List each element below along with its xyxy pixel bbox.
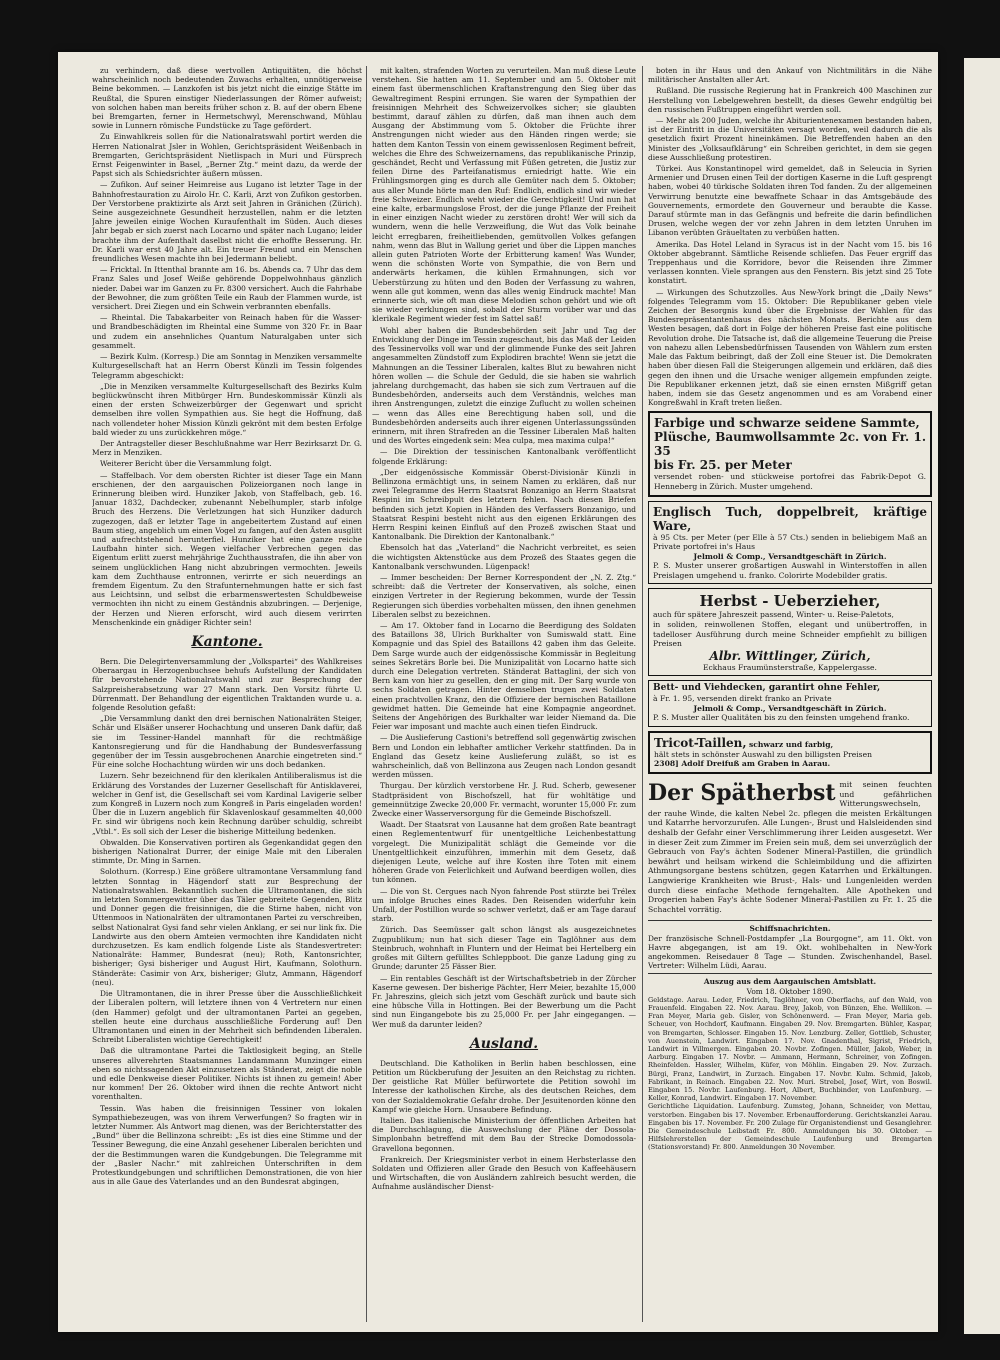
advert-spaetherbst-body: mit seinen feuchten und gefährlichen Witterungswechseln, der rauhe Winde, die kalten Nebel 2c. pflegen die meisten Erkältungen und Katarrhe hervorzurufen. Alle Lungen-, Brust und Halsleidenden sind deshalb der Gefahr einer Verschlimmerung ihrer Leiden ausgesetzt. Wer in dieser Zeit zum Zimmer im Freien sein muß, dem sei unverzüglich der Gebrauch von Fay's ächten Sodener Mineral-Pastillen, die gründlich bewährt und heilsam wirkend die Schleimbildung und die affizirten Athmungsorgane bestens schützen, gegen Katarrhen und Erkältungen. Langwierige Krankheiten wie Brust-, Hals- und Lungenleiden werden durch diese einfache Methode ferngehalten. Alle Apotheken und Drogerien haben Fay's ächte Sodener Mineral-Pastillen zu Fr. 1. 25 die Schachtel vorrätig. bbox=[648, 780, 932, 914]
article-paragraph: mit kalten, strafenden Worten zu verurteilen. Man muß diese Leute verstehen. Sie hatten am 11. September und am 5. Oktober mit einem fast übermenschlichen Kraftanstrengung den Sieg über das Gewaltregiment Respini errungen. Sie waren der Sympathien der freisinnigen Mehrheit des Schweizervolkes sicher; sie glaubten bestimmt, darauf zählen zu dürfen, daß man ihnen auch dem Ausgang der Abstimmung vom 5. Oktober die Früchte ihrer Anstrengungen nicht wieder aus den Händen ringen werde; sie hatten dem Kanton Tessin von einem gewissenlosen Regiment befreit, welches die Ehre des Schweizernamens, das republikanische Prinzip, geschändet, Recht und Verfassung mit Füßen getreten, die Justiz zur feilen Dirne des Parteifanatismus erniedrigt hatte. Wie ein Frühlingsmorgen ging es durch alle Gemüter nach dem 5. Oktober; aus aller Munde hörte man den Ruf: Endlich, endlich sind wir wieder freie Schweizer. Endlich weht wieder die Gerechtigkeit! Und nun hat eine kalte, erbarmungslose Frost, der die junge Pflanze der Freiheit in einer einzigen Nacht wieder zu zerstören droht! Wer will sich da wundern, wenn die helle Verzweiflung, die Wut das Volk beinahe leicht erregbaren, freiheitliebenden, gemütvollen Volkes gefangen nahm, wenn das Blut in Wallung geriet und über die Lippen manches allein guten Patrioten Worte der Erbitterung kamen! Was Wunder, wenn die schönsten Worte von Sympathie, die von Bern und anderwärts herkamen, die kühlen Ermahnungen, sich vor Ueberstürzung zu hüten und den Boden der Verfassung zu wahren, wenn alle gut kommen, wenn das alles wenig Eindruck machte! Man erinnerte sich, wie oft man diese Melodien schon gehört und wie oft sie wieder verklungen sind, sobald der Sturm vorüber war und das klerikale Regiment wieder fest im Sattel saß! bbox=[372, 66, 636, 324]
article-paragraph: „Die in Menziken versammelte Kulturgesellschaft des Bezirks Kulm beglückwünscht ihren Mitbürger Hrn. Bundeskommissär Künzli als einen der ersten Schweizerbürger der Gegenwart und spricht demselben ihre vollen Sympathien aus. Sie hegt die Hoffnung, daß nach vollendeter hoher Mission Künzli gekrönt mit dem besten Erfolge bald wieder zu uns zurückkehren möge.“ bbox=[92, 381, 362, 437]
amtsblatt-title: Auszug aus dem Aargauischen Amtsblatt. bbox=[703, 977, 877, 987]
divider bbox=[648, 920, 932, 921]
advert-herbst-line1: auch für spätere Jahreszeit passend, Winter- u. Reise-Paletots, bbox=[653, 610, 894, 620]
advert-samt-line4: versendet roben- und stückweise portofrei das Fabrik-Depot G. Henneberg in Zürich. Muster umgehend. bbox=[654, 472, 926, 491]
amtsblatt-body: Geldstage. Aarau. Leder, Friedrich, Taglöhner, von Oberflachs, auf den Wald, von Frauenfeld. Eingaben 22. Nov. Aarau. Brey, Jakob, von Bünzen, Ehe. Wellikon. — Fran Meyer, Maria geb. Gisler, von Schönenwerd. — Fran Meyer, Maria geb. Scheuer, von Hochdorf, Kaufmann. Eingaben 29. Nov. Bremgarten. Bühler, Kaspar, von Bremgarten, Schlosser. Eingaben 15. Nov. Lenzburg. Zeller, Gottlieb, Schuster, von Auenstein, Landwirt. Eingaben 17. Nov. Gnadenthal, Sigrist, Friedrich, Landwirt in Villmergen. Eingaben 20. Novbr. Zofingen. Müller, Jakob, Weber, in Aarburg. Eingaben 17. Novbr. — Ammann, Hermann, Schreiner, von Zofingen. Rheinfelden. Hassler, Wilhelm, Küfer, von Möhlin. Eingaben 29. Nov. Zurzach. Bürgi, Franz, Landwirt, in Zurzach. Eingaben 17. Novbr. Kulm. Schmid, Jakob, Fabrikant, in Reinach. Eingaben 22. Nov. Muri. Strebel, Josef, Wirt, von Boswil. Eingaben 15. Novbr. Laufenburg. Hort, Albert, Buchbinder, von Laufenburg. — Keller, Konrad, Landwirt. Eingaben 17. November. bbox=[648, 995, 932, 1103]
article-paragraph: Die Ultramontanen, die in ihrer Presse über die Ausschließlichkeit der Liberalen poltern, will letztere ihnen von 4 Vertretern nur einen (den Hammer) gefolgt und der ultramontanen Partei an gegeben, stellen heute eine durchaus ausschließliche Forderung auf! Den Ultramontanen und einen in der Mehrheit sich befindenden Liberalen. Schreibt Liberalisten wichtige Gerechtigkeit! bbox=[92, 989, 362, 1045]
article-paragraph: Amerika. Das Hotel Leland in Syracus ist in der Nacht vom 15. bis 16 Oktober abgebrannt. Sämtliche Reisende schliefen. Das Feuer ergriff das Treppenhaus und die Korridore, bevor die Reisenden ihre Zimmer verlassen konnten. Viele sprangen aus den Fenstern. Bis jetzt sind 25 Tote konstatirt. bbox=[648, 239, 932, 286]
article-paragraph: „Der eidgenössische Kommissär Oberst-Divisionär Künzli in Bellinzona ermächtigt uns, in seinem Namen zu erklären, daß nur zwei Telegramme des Herrn Staatsrat Bonzanigo an Herrn Staatsrat Respini im Schreibpult des letztern fehlen. Nach diesen Briefen befinden sich jetzt Kopien in Händen des Verfassers Bonzanigo, und Staatsrat Respini besteht nicht aus den eigenen Erklärungen des Herrn Respini keinen Einfluß auf den Prozeß zwischen Staat und Kantonalbank. Die Direktion der Kantonalbank.“ bbox=[372, 467, 636, 542]
article-paragraph: Waadt. Der Staatsrat von Lausanne hat dem großen Rate beantragt einen Reglemententwurf für unentgeltliche Leichenbestattung vorgelegt. Die Munizipalität schlägt die Gemeinde vor die Unentgeltlichkeit einzuführen, immerhin mit dem Gesetz, daß diejenigen Leute, welche auf ihre Kosten ihre Toten mit einem höheren Grade von Feierlichkeit und Aufwand beerdigen wollen, dies tun können. bbox=[372, 820, 636, 885]
article-paragraph: Luzern. Sehr bezeichnend für den klerikalen Antiliberalismus ist die Erklärung des Vorstandes der Luzerner Gesellschaft für Antisklaverei, welcher in Genf ist, die Gesellschaft sei vom Kardinal Lavigerie selber zum Kongreß in Luzern noch zum Kongreß in Paris eingeladen worden! Über die in Luzern angeblich für Sklavenloskauf gesammelten 40,000 Fr. sind wir übrigens noch kein Rechnung darüber schuldig, schreibt „Vtbl.“. Es soll sich der Leser die bisherige Mitteilung bedenken. bbox=[92, 771, 362, 836]
divider bbox=[648, 973, 932, 974]
article-paragraph: Bern. Die Delegirtenversammlung der „Volkspartei“ des Wahlkreises Oberaargau in Herzogenbuchsee behufs Aufstellung der Kandidaten für bevorstehende Nationalratswahl und zur Besprechung der Salzpreisherabsetzung war 27 Mann stark. Den Vorsitz führte U. Dürrenmatt. Der Behandlung der eigentlichen Traktanden wurde u. a. folgende Resolution gefaßt: bbox=[92, 656, 362, 712]
advert-samt bbox=[648, 411, 932, 496]
article-paragraph: — Rheintal. Die Tabakarbeiter von Reinach haben für die Wasser- und Brandbeschädigten im Rheintal eine Summe von 320 Fr. in Baar und zudem ein ansehnliches Quantum Naturalgaben unter sich gesammelt. bbox=[92, 313, 362, 350]
article-paragraph: — Am 17. Oktober fand in Locarno die Beerdigung des Soldaten des Bataillons 38, Ulrich Burkhalter von Sumiswald statt. Eine Kompagnie und das Spiel des Bataillons 42 gaben ihm das Geleite. Dem Sarge wurde auch der eidgenössische Kommissär in Begleitung seines Sekretärs Borle bei. Die Munizipalität von Locarno hatte sich durch eine Delegation vertreten. Ständerat Battaglini, der sich von Bern kam von hier zu gesellen, den er ging mit. Der Sarg wurde von sechs Soldaten getragen. Hinter demselben trugen zwei Soldaten einen prachtvollen Kranz, den die Offiziere der bernischen Bataillone gewidmet hatten. Die Gemeinde hat eine Kompagnie angeordnet. Seitens der Angehörigen des Burkhalter war leider Niemand da. Die Feier war imposant und machte auch einen tiefen Eindruck. bbox=[372, 620, 636, 732]
advert-tricot-subtitle: schwarz und farbig, bbox=[748, 739, 834, 749]
article-paragraph: Thurgau. Der kürzlich verstorbene Hr. J. Rud. Scherb, gewesener Stadtpräsident von Bischofszell, hat für wohltätige und gemeinnützige Zwecke 20,000 Fr. vermacht, worunter 15,000 Fr. zum Zwecke einer Wasserversorgung für die Gemeinde Bischofszell. bbox=[372, 781, 636, 819]
article-paragraph: — Die von St. Cergues nach Nyon fahrende Post stürzte bei Trélex um infolge Bruches eines Rades. Den Reisenden widerfuhr kein Unfall, der Postillion wurde so schwer verletzt, daß er am Tage darauf starb. bbox=[372, 886, 636, 924]
advert-tricot-line1: hält stets in schönster Auswahl zu den billigsten Preisen bbox=[654, 749, 872, 759]
amtsblatt-date: Vom 18. Oktober 1890. bbox=[746, 986, 834, 996]
article-paragraph: Daß die ultramontane Partei die Taktlosigkeit beging, an Stelle unseres allverehrten Staatsmannes Landammann Munzinger einen eben so nichtssagenden Akt einzusetzen als Ständerat, zeigt die noble und edle Denkweise dieser Politiker. Nichts ist ihnen zu gemein! Aber nur kommen! Der 26. Oktober wird ihnen die rechte Antwort nicht vorenthalten. bbox=[92, 1046, 362, 1102]
article-paragraph: Türkei. Aus Konstantinopel wird gemeldet, daß in Seleucia in Syrien Armenier und Drusen einen Teil der dortigen Kaserne in die Luft gesprengt haben, wobei 40 türkische Soldaten ihren Tod fanden. Zu der allgemeinen Verwirrung benutzte eine bewaffnete Schaar in das Amtsgebäude des Gouvernements, ermordete den Gouverneur und beraubte die Kasse. Darauf stürmte man in das Gefängnis und befreite die darin befindlichen Drusen, welche wegen der vor zehn Jahren in dem letzten Unruhen im Libanon verübten Gräueltaten zu verbüßen hatten. bbox=[648, 164, 932, 238]
article-paragraph: — Ein rentables Geschäft ist der Wirtschaftsbetrieb in der Zürcher Kaserne gewesen. Der bisherige Pächter, Herr Meier, bezahlte 15,000 Fr. Jahreszins, gleich sich jetzt vom Geschäft zurück und baute sich eine hübsche Villa in Hottingen. Bei der Bewerbung um die Pacht sind nun Eingangebote bis zu 25,000 Fr. per Jahr eingegangen. — Wer muß da darunter leiden? bbox=[372, 973, 636, 1029]
advert-tuch bbox=[648, 501, 932, 585]
column-1-articles bbox=[92, 66, 362, 627]
advert-samt-line1: Farbige und schwarze seidene Sammte, bbox=[654, 416, 920, 431]
advert-betten-line2: à Fr. 1. 95, versenden direkt franko an Private bbox=[653, 694, 832, 704]
adjacent-page-edge bbox=[964, 58, 1000, 1334]
article-paragraph: Wohl aber haben die Bundesbehörden seit Jahr und Tag der Entwicklung der Dinge im Tessin zugeschaut, bis das Maß der Leiden des Tessinervolks voll war und der glimmende Funke des seit Jahren angesammelten Zündstoff zum Explodiren brachte! Wenn sie jetzt die Mahnungen an die Tessiner Liberalen, kaltes Blut zu bewahren nicht hören wollen — die Schule der Geduld, die sie haben sie wahrlich jahrelang durchgemacht, das haben sie sich zum Vertrauen auf die Bundesbehörden, anderseits auch dem Verständnis, welches man ihren Anstrengungen, zuletzt die einzige Zuflucht zu wollen scheinen — wenn das Alles eine Berechtigung haben soll, und die Bundesbehörden anderseits auch ihrer eigenen Unterlassungssünden erinnern, mit ihren Strafreden an die Tessiner Liberalen Maß halten und des Wortes eingedenk sein: Mea culpa, mea maxima culpa!“ bbox=[372, 325, 636, 446]
advert-tricot bbox=[648, 731, 932, 774]
article-paragraph: — Die Direktion der tessinischen Kantonalbank veröffentlicht folgende Erklärung: bbox=[372, 447, 636, 466]
article-paragraph: — Die Auslieferung Castioni's betreffend soll gegenwärtig zwischen Bern und London ein lebhafter amtlicher Verkehr stattfinden. Da in England das Gesetz keine Auslieferung zuläßt, so ist es wahrscheinlich, daß von Bellinzona aus Zeugen nach London gesandt werden müssen. bbox=[372, 733, 636, 780]
article-paragraph: Der Antragsteller dieser Beschlußnahme war Herr Bezirksarzt Dr. G. Merz in Menziken. bbox=[92, 438, 362, 458]
article-paragraph: boten in ihr Haus und den Ankauf von Nichtmilitärs in die Nähe militärischer Anstalten aller Art. bbox=[648, 66, 932, 85]
advert-herbst-firm: Albr. Wittlinger, Zürich, bbox=[709, 648, 871, 663]
article-paragraph: — Zufikon. Auf seiner Heimreise aus Lugano ist letzter Tage in der Bahnhofrestauration zu Airolo Hr. C. Karli, Arzt von Zufikon gestorben. Der Verstorbene praktizirte als Arzt seit Jahren in Gränichen (Zürich). Seine ausgezeichnete Gesundheit herzustellen, nahm er die letzten Jahre jeweilen einige Wochen Kuraufenthalt im Süden. Auch dieses Jahr begab er sich zuerst nach Locarno und später nach Lugano; leider brachte ihm der Aufenthalt daselbst nicht die erhoffte Besserung. Hr. Dr. Karli war erst 40 Jahre alt. Ein treuer Freund und ein Menschen freundliches Wesen machte ihn bei Jedermann beliebt. bbox=[92, 180, 362, 264]
article-paragraph: Deutschland. Die Katholiken in Berlin haben beschlossen, eine Petition um Rückberufung der Jesuiten an den Reichstag zu richten. Der geistliche Rat Müller befürwortete die Petition sowohl im Interesse der katholischen Kirche, als des deutschen Reiches, dem von der Sozialdemokratie Gefahr drohe. Der Jesuitenorden könne den Kampf wie gleiche Horn. Unsaubere Befindung. bbox=[372, 1058, 636, 1114]
advert-tuch-line4: P. S. Muster unserer großartigen Auswahl in Winterstoffen in allen Preislagen umgehend u. franko. Colorirte Modebilder gratis. bbox=[653, 561, 927, 580]
advert-tuch-line2: à 95 Cts. per Meter (per Elle à 57 Cts.) senden in beliebigem Maß an Private portofrei in's Haus bbox=[653, 532, 927, 552]
advert-spaetherbst bbox=[648, 778, 932, 916]
article-paragraph: Rußland. Die russische Regierung hat in Frankreich 400 Maschinen zur Herstellung von Lebelgewehren bestellt, da dieses Gewehr endgültig bei den russischen Fußtruppen eingeführt werden soll. bbox=[648, 86, 932, 114]
column-1 bbox=[92, 66, 362, 1322]
article-paragraph: Tessin. Was haben die freisinnigen Tessiner von lokalen Sympathiebezeugen, was von ihrem Verwerfungen? So fragten wir in letzter Nummer. Als Antwort mag dienen, was der Berichterstatter des „Bund“ über die Bellinzona schreibt: „Es ist dies eine Stimme und der Tessiner Bewegung, die eine Anzahl gesehener Liberalen berichten und der die Bestimmungen waren die Kundgebungen. Die Telegramme mit der „Basler Nachr.“ mit zahlreichen Unterschriften in dem Protestkundgebungen und schriftlichen Demonstrationen, die von hier aus in alle Gaue des Vaterlandes und an den Bundesrat abgingen, bbox=[92, 1103, 362, 1187]
advert-herbst-line2: in soliden, reinwollenen Stoffen, elegant und unübertroffen, in tadelloser Ausführung durch meine Schneider empfiehlt zu billigen Preisen bbox=[653, 620, 927, 649]
amtsblatt-body-2: Gerichtliche Liquidation. Laufenburg. Zumsteg, Johann, Schneider, von Mettau, verstorben. Eingaben bis 17. November. Erbenaufforderung. Gerichtskanzlei Aarau. Eingaben bis 17. November. Fr. 200 Zulage für Organistendienst und Gesanglehrer. Die Gemeindeschule Leibstadt Fr. 800. Anmeldungen bis 30. Oktober. — Hilfslehrerstellen der Gemeindeschule Laufenburg und Bremgarten (Stationsvorstand) Fr. 800. Anmeldungen 30 November. bbox=[648, 1102, 932, 1152]
article-paragraph: „Die Versammlung dankt den drei bernischen Nationalräten Steiger, Schär und Elsäßer unserer Hochachtung und unseren Dank dafür, daß sie im Tessiner-Handel mannhaft für die rechtmäßige Kantonsregierung und für die Handhabung der Bundesverfassung gegenüber der im Tessin ausgebrochenen Anarchie eingetreten sind.“ Für eine solche Hochachtung würden wir uns doch bedanken. bbox=[92, 714, 362, 770]
advert-spaetherbst-title: Der Spätherbst bbox=[648, 780, 836, 806]
column-2-articles bbox=[372, 66, 636, 1029]
advert-samt-line2: Plüsche, Baumwollsammte 2c. von Fr. 1. 35 bbox=[654, 430, 926, 459]
column-3-articles bbox=[648, 66, 932, 407]
advert-tricot-line2: 2308] Adolf Dreifuß am Graben in Aarau. bbox=[654, 759, 831, 769]
article-paragraph: Solothurn. (Korresp.) Eine größere ultramontane Versammlung fand letzten Sonntag in Hägendorf statt zur Besprechung der Nationalratswahlen. Bekanntlich suchen die Ultramontanen, die sich im letzten Sommergewitter über das Täler gebreitete Gegenden, Blitz und Donner gegen die freisinnigen, die die Stirne haben, nicht von Uttenmoos in Nationalräten der ultramontanen Partei zu verschreiben, selbst Nationalrat Gysi fand sehr vielen Anklang, er sei nur link fix. Die Landwirte aus den obern Amteien vermochten ihre Kandidaten nicht durchzusetzen. Es kam endlich folgende Liste als Standesvertreter: Nationalräte: Hammer, Bundesrat (neu); Roth, Kantonsrichter, bisheriger; Gysi bisheriger und August Hirt, Kaufmann, Solothurn. Ständeräte: Casimir von Arx, bisheriger; Glutz, Ammann, Hägendorf (neu). bbox=[92, 867, 362, 987]
article-paragraph: Ebensolch hat das „Vaterland“ die Nachricht verbreitet, es seien die wichtigsten Aktenstücke aus dem Prozeß des Staates gegen die Kantonalbank verschwunden. Lügenpack! bbox=[372, 543, 636, 571]
advert-betten-line4: P. S. Muster aller Qualitäten bis zu den feinsten umgehend franko. bbox=[653, 713, 910, 723]
column-rule bbox=[366, 66, 367, 1322]
column-2 bbox=[372, 66, 636, 1322]
article-paragraph: Weiterer Bericht über die Versammlung folgt. bbox=[100, 459, 272, 469]
newspaper-page bbox=[58, 52, 938, 1332]
column-1-kantone-articles bbox=[92, 657, 362, 1186]
article-paragraph: — Fricktal. In Ittenthal brannte am 16. bs. Abends ca. 7 Uhr das dem Franz Sales und Josef Weiße gehörende Doppelwohnhaus gänzlich nieder. Dabei war im Ganzen zu Fr. 8300 versichert. Auch die Fahrhabe der Bewohner, die zum größten Teile ein Raub der Flammen wurde, ist versichert. Drei Ziegen und ein Schwein verbrannten ebenfalls. bbox=[92, 265, 362, 312]
advert-herbst-title: Herbst - Ueberzieher, bbox=[699, 592, 881, 611]
column-3 bbox=[648, 66, 932, 1322]
article-paragraph: Zürich. Das Seemüsser galt schon längst als ausgezeichnetes Zugpublikum; nun hat sich dieser Tage ein Taglöhner aus dem Steinbruch, wohnhaft in Fluntern und der Heimat bei Hertelberg ein großes mit Giltern gefülltes Schleppboot. Die ganze Ladung ging zu Grunde; darunter 25 Fässer Bier. bbox=[372, 925, 636, 972]
advert-betten-line3: Jelmoli & Comp., Versandtgeschäft in Zürich. bbox=[693, 703, 887, 713]
advert-herbst-address: Eckhaus Fraumünsterstraße, Kappelergasse. bbox=[703, 662, 877, 672]
article-paragraph: Zu Einwahlkreis sollen für die Nationalratswahl portirt werden die Herren Nationalrat Jsler in Wohlen, Gerichtspräsident Weißenbach in Bremgarten, Gerichtspräsident Nietlispach in Muri und Fürsprech Ernst Feigenwinter in Basel, „Berner Ztg.“ meint dazu, da werde der Papst sich als Schiedsrichter äußern müssen. bbox=[92, 132, 362, 179]
advert-tuch-line1: Englisch Tuch, doppelbreit, kräftige Ware, bbox=[653, 504, 927, 533]
article-paragraph: — Immer bescheiden: Der Berner Korrespondent der „N. Z. Ztg.“ schreibt: daß die Vertreter der Konservativen, als solche, einen einzigen Vertreter in der Regierung bekommen, wurde der Tessin Regierungen sich überdies vorbehalten müssen, den ihnen genehmen Liberalen selbst zu bezeichnen. bbox=[372, 572, 636, 619]
advert-betten-line1: Bett- und Viehdecken, garantirt ohne Fehler, bbox=[653, 683, 881, 694]
section-heading-kantone: Kantone. bbox=[191, 633, 263, 650]
article-paragraph: — Staffelbach. Vor dem obersten Richter ist dieser Tage ein Mann erschienen, der den aargauischen Polizeiorganen noch lange in Erinnerung bleiben wird. Hunziker Jakob, von Staffelbach, geb. 16. Januar 1832, Dachdecker, zubenannt Nebelhumpler, starb infolge Bruch des Herzens. Die Verletzungen hat sich Hunziker dadurch zugezogen, daß er letzter Tage in angebeitertem Zustand auf einen Baum stieg, angeblich um einen Vogel zu fangen, auf den Ästen ausglitt und aufrechtstehend herunterfiel. Hunziker hat eine ganze reiche Laufbahn hinter sich. Wegen vielfacher Verbrechen gegen das Eigentum erlitt zuerst mehrjährige Zuchthausstrafen, die ihn aber von seinem unglücklichen Hang nicht abzubringen vermochten. Jeweils kam dem Zuchthause entronnen, verirrte er sich neuerdings an fremdem Eigentum. Zu den Strafunternehmungen hatte er sich fast aus Leichtsinn, und selbst die erbarmenswertesten Schuldbeweise vermochten ihn nicht zu einem Geständnis abzubringen. — Derjenige, der Herzen und Nieren erforscht, wird auch diesem verirrten Menschenkinde ein gnädiger Richter sein! bbox=[92, 470, 362, 627]
advert-samt-line3: bis Fr. 25. per Meter bbox=[654, 458, 792, 473]
article-paragraph: — Wirkungen des Schutzzolles. Aus New-York bringt die „Daily News“ folgendes Telegramm vom 15. Oktober: Die Republikaner geben viele Zeichen der Besorgnis kund über die Ergebnisse der Wahlen für das Bundesrepräsentantenhaus des nächsten Monats. Berichte aus dem Westen besagen, daß dort in Folge der höheren Preise fast eine politische Revolution drohe. Die Tatsache ist, daß die allgemeine Teuerung die Preise von nahezu allen Lebensbedürfnissen Tausenden von Wählern zum ersten Male das Faktum beibringt, daß der Zoll eine Steuer ist. Die Demokraten haben über diesen Fall die Steigerungen allgemein und erklären, daß dies gegen den ihnen und die Ursache weniger allgemein empfunden zeigte. Die Republikaner erkennen jetzt, daß sie einen ernsten Mißgriff getan haben, indem sie das Gesetz angenommen und es am Vorabend einer Kongreßwahl in Kraft treten ließen. bbox=[648, 287, 932, 408]
article-paragraph: Frankreich. Der Kriegsminister verbot in einem Herbsterlasse den Soldaten und Offizieren aller Grade den Besuch von Kaffeehäusern und Wirtschaften, die von Ausländern zahlreich besucht werden, die Aufnahme ausländischer Dienst- bbox=[372, 1154, 636, 1192]
shipping-news-title: Schiffsnachrichten. bbox=[749, 924, 831, 934]
advert-herbst bbox=[648, 588, 932, 676]
shipping-news-body: Der französische Schnell-Postdampfer „La Bourgogne“, am 11. Okt. von Havre abgegangen, ist am 19. Okt. wohlbehalten in New-York angekommen. Reisedauer 8 Tage — Stunden. Zwischenhandel, Basel. Vertreter: Wilhelm Lüdi, Aarau. bbox=[648, 933, 932, 971]
column-2-ausland-articles bbox=[372, 1059, 636, 1192]
article-paragraph: Italien. Das italienische Ministerium der öffentlichen Arbeiten hat die Durchschlagung, die Auswechslung der Pläne der Dossola-Simplonbahn betreffend mit dem Bau der Strecke Domodossola-Gravellona begonnen. bbox=[372, 1115, 636, 1153]
advert-tuch-line3: Jelmoli & Comp., Versandtgeschäft in Zürich. bbox=[693, 551, 887, 561]
advert-betten bbox=[648, 680, 932, 726]
article-paragraph: — Mehr als 200 Juden, welche ihr Abiturientenexamen bestanden haben, ist der Eintritt in die Universitäten versagt worden, weil dadurch die als gesetzlich fixirt Prozent hineinkämen. Die Betreffenden haben an den Minister des „Volksaufklärung“ ein Schreiben gerichtet, in dem sie gegen diese Ausschließung protestiren. bbox=[648, 116, 932, 162]
article-paragraph: — Bezirk Kulm. (Korresp.) Die am Sonntag in Menziken versammelte Kulturgesellschaft hat an Herrn Oberst Künzli im Tessin folgendes Telegramm abgeschickt: bbox=[92, 352, 362, 380]
article-paragraph: Obwalden. Die Konservativen portiren als Gegenkandidat gegen den bisherigen Nationalrat Durrer, der einige Male mit den Liberalen stimmte, Dr. Ming in Sarnen. bbox=[92, 837, 362, 866]
advert-tricot-title: Tricot-Taillen, bbox=[654, 735, 747, 750]
article-paragraph: zu verhindern, daß diese wertvollen Antiquitäten, die höchst wahrscheinlich noch bedeutenden Zuwachs erhalten, unnötigerweise Beine bekommen. — Lanzkofen ist bis jetzt nicht die einzige Stätte im Reußtal, die Spuren einstiger Niederlassungen der Römer aufweist; von solchen haben man bereits früher schon z. B. auf der obern Ebene bei Bremgarten, ferner in Hermetschwyl, Merenschwand, Mühlau sowie in Lunnern römische Fundstücke zu Tage gefördert. bbox=[92, 66, 362, 131]
section-heading-ausland: Ausland. bbox=[469, 1035, 539, 1052]
column-rule bbox=[642, 66, 643, 1322]
